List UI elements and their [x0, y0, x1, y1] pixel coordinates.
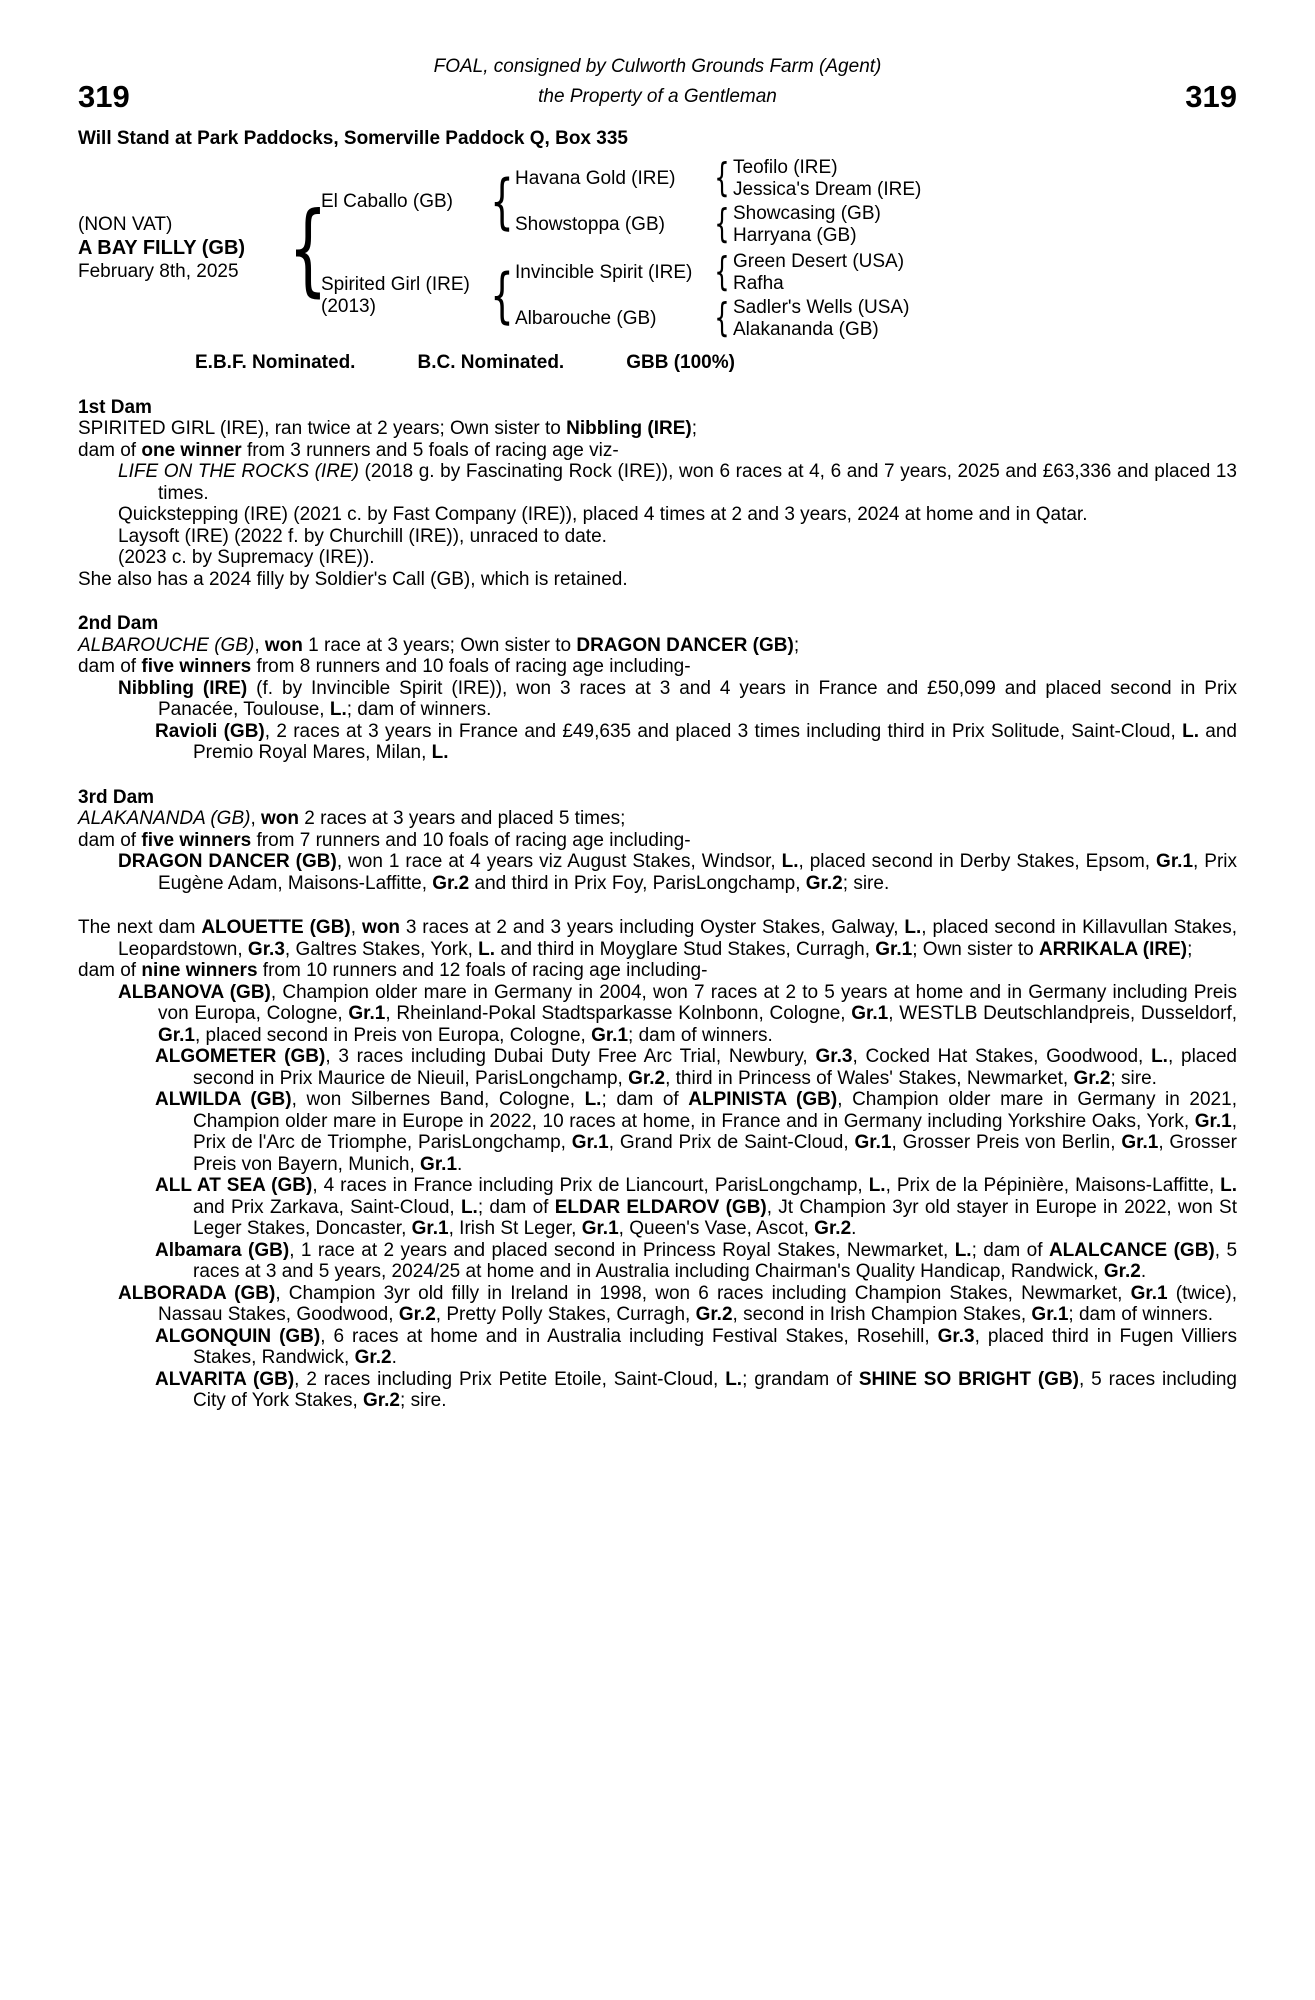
text-segment-b: L. — [1151, 1046, 1168, 1067]
catalogue-paragraph: ALGONQUIN (GB), 6 races at home and in Australia including Festival Stakes, Rosehill, Gr.3, placed third in Fugen Villiers Stakes, Randwick, Gr.2. — [155, 1325, 1237, 1368]
text-segment-b: Gr.1 — [591, 1024, 629, 1046]
text-segment-b: ELDAR ELDAROV (GB) — [554, 1196, 767, 1218]
text-segment-b: Gr.3 — [937, 1325, 975, 1347]
dam-branch — [321, 251, 1237, 340]
text-segment-b: Gr.1 — [581, 1218, 619, 1239]
text-segment-b: won — [361, 917, 400, 938]
section-heading: 2nd Dam — [78, 613, 159, 634]
dam-sire-name: Invincible Spirit (IRE) — [515, 261, 693, 283]
third-dam-section — [78, 787, 1237, 895]
bc-nominated-label: B.C. Nominated. — [417, 352, 565, 373]
sire-sire-branch — [515, 157, 1237, 200]
dam-dam-dam-name: Alakananda (GB) — [733, 318, 879, 340]
text-segment-b: ALALCANCE (GB) — [1048, 1239, 1215, 1261]
text-segment-b: Gr.2 — [1103, 1261, 1141, 1282]
text-segment-b: L. — [904, 917, 922, 938]
pedigree-brace-root: { — [288, 189, 328, 307]
text-segment-b: Gr.3 — [247, 938, 285, 960]
text-segment-b: ALWILDA (GB) — [155, 1089, 292, 1110]
text-segment-i: ALAKANANDA (GB) — [78, 808, 251, 829]
catalogue-paragraph: ALVARITA (GB), 2 races including Prix Petite Etoile, Saint-Cloud, L.; grandam of SHINE SO BRIGHT (GB), 5 races including City of York Stakes, Gr.2; sire. — [155, 1368, 1237, 1411]
catalogue-paragraph: ALWILDA (GB), won Silbernes Band, Cologne, L.; dam of ALPINISTA (GB), Champion older mare in Germany in 2021, Champion older mare in Europe in 2022, 10 races at home, in France and in Germany including Yorkshire Oaks, York, Gr.1, Prix de l'Arc de Triomphe, ParisLongchamp, Gr.1, Grand Prix de Saint-Cloud, Gr.1, Grosser Preis von Berlin, Gr.1, Grosser Preis von Bayern, Munich, Gr.1. — [155, 1089, 1238, 1175]
section-heading: 1st Dam — [78, 396, 152, 418]
text-segment-b: Gr.1 — [1156, 851, 1194, 872]
text-segment-b: L. — [781, 851, 799, 872]
text-segment-b: Albamara (GB) — [155, 1239, 290, 1261]
text-segment-b: Gr.1 — [851, 1003, 889, 1024]
text-segment-b: Gr.1 — [1031, 1304, 1069, 1325]
vat-status: (NON VAT) — [78, 214, 173, 236]
lot-row — [78, 80, 1237, 114]
catalogue-paragraph: ALBAROUCHE (GB), won 1 race at 3 years; Own sister to DRAGON DANCER (GB); — [78, 634, 800, 656]
further-family-section — [78, 917, 1237, 1412]
sire-dam-dam-name: Harryana (GB) — [733, 224, 857, 246]
text-segment-b: ARRIKALA (IRE) — [1038, 938, 1188, 960]
sire-sire-parents — [733, 157, 1237, 200]
sire-name: El Caballo (GB) — [321, 190, 453, 212]
sire-sire-dam-name: Jessica's Dream (IRE) — [733, 178, 922, 200]
dam-dam-parents — [733, 297, 1237, 340]
sire-dam-name: Showstoppa (GB) — [515, 213, 665, 235]
sire-sire-sire-name: Teofilo (IRE) — [733, 157, 838, 178]
dam-sire-parents — [733, 251, 1237, 294]
catalogue-paragraph: ALBORADA (GB), Champion 3yr old filly in Ireland in 1998, won 6 races including Champion Stakes, Newmarket, Gr.1 (twice), Nassau Stakes, Goodwood, Gr.2, Pretty Polly Stakes, Curragh, Gr.2, second in Irish Champion Stakes, Gr.1; dam of winners. — [118, 1282, 1237, 1325]
text-segment-b: five winners — [141, 829, 252, 851]
sire-dam-branch — [515, 203, 1237, 246]
nominations-row — [78, 352, 1237, 374]
text-segment-b: DRAGON DANCER (GB) — [576, 634, 794, 656]
sire-name-cell — [321, 191, 489, 213]
text-segment-b: won — [261, 808, 300, 829]
text-segment-b: Ravioli (GB) — [155, 720, 265, 742]
sire-sire-name: Havana Gold (IRE) — [515, 167, 676, 189]
text-segment-b: Gr.1 — [1194, 1110, 1232, 1132]
catalogue-paragraph: dam of one winner from 3 runners and 5 foals of racing age viz- — [78, 439, 619, 461]
consignor-line: FOAL, consigned by Culworth Grounds Farm (Agent) — [433, 56, 882, 77]
text-segment-b: won — [264, 634, 303, 656]
text-segment-b: Gr.2 — [354, 1347, 392, 1368]
lot-number-right: 319 — [1185, 78, 1237, 114]
catalogue-paragraph: LIFE ON THE ROCKS (IRE) (2018 g. by Fascinating Rock (IRE)), won 6 races at 4, 6 and 7 years, 2025 and £63,336 and placed 13 times. — [118, 461, 1237, 504]
text-segment-b: ALBORADA (GB) — [118, 1282, 276, 1304]
text-segment-b: Gr.1 — [1121, 1132, 1159, 1153]
text-segment-b: Gr.2 — [805, 872, 843, 894]
dam-sire-sire-name: Green Desert (USA) — [733, 251, 905, 272]
text-segment-b: ALVARITA (GB) — [155, 1368, 295, 1390]
pedigree-brace-dam-sire: { — [714, 250, 730, 295]
dam-sire-branch — [515, 251, 1237, 294]
text-segment-b: L. — [329, 699, 347, 720]
dam-name-cell — [321, 274, 489, 317]
text-segment-b: L. — [478, 938, 496, 960]
catalogue-paragraph: Quickstepping (IRE) (2021 c. by Fast Company (IRE)), placed 4 times at 2 and 3 years, 2024 at home and in Qatar. — [118, 504, 1088, 525]
text-segment-b: Gr.1 — [158, 1024, 195, 1046]
pedigree-brace-sire-sire: { — [714, 156, 730, 201]
dam-name: Spirited Girl (IRE) — [321, 274, 470, 295]
catalogue-paragraph: Albamara (GB), 1 race at 2 years and placed second in Princess Royal Stakes, Newmarket, L.; dam of ALALCANCE (GB), 5 races at 3 and 5 years, 2024/25 at home and in Australia including Chairman's Quality Handicap, Randwick, Gr.2. — [155, 1239, 1238, 1282]
first-dam-section — [78, 397, 1237, 591]
text-segment-b: Gr.1 — [571, 1132, 609, 1153]
text-segment-b: L. — [954, 1239, 972, 1261]
catalogue-paragraph: dam of nine winners from 10 runners and 12 foals of racing age including- — [78, 960, 708, 981]
text-segment-b: L. — [725, 1368, 743, 1390]
second-dam-section — [78, 613, 1237, 764]
catalogue-paragraph: The next dam ALOUETTE (GB), won 3 races at 2 and 3 years including Oyster Stakes, Galway, L., placed second in Killavullan Stakes, Leopardstown, Gr.3, Galtres Stakes, York, L. and third in Moyglare Stud Stakes, Curragh, Gr.1; Own sister to ARRIKALA (IRE); — [78, 917, 1237, 960]
text-segment-b: Gr.1 — [420, 1153, 458, 1175]
text-segment-b: five winners — [141, 656, 252, 677]
catalogue-paragraph: Nibbling (IRE) (f. by Invincible Spirit (IRE)), won 3 races at 3 and 4 years in France and £50,099 and placed second in Prix Panacée, Toulouse, L.; dam of winners. — [118, 677, 1237, 720]
sire-parents-column — [515, 157, 1237, 246]
catalogue-paragraph: ALBANOVA (GB), Champion older mare in Germany in 2004, won 7 races at 2 to 5 years at home and in Germany including Preis von Europa, Cologne, Gr.1, Rheinland-Pokal Stadtsparkasse Kolnbonn, Cologne, Gr.1, WESTLB Deutschlandpreis, Dusseldorf, Gr.1, placed second in Preis von Europa, Cologne, Gr.1; dam of winners. — [118, 981, 1238, 1046]
dam-dam-sire-name: Sadler's Wells (USA) — [733, 297, 910, 318]
text-segment-b: ALGOMETER (GB) — [155, 1046, 326, 1067]
stand-location-line: Will Stand at Park Paddocks, Somerville Paddock Q, Box 335 — [78, 127, 628, 149]
text-segment-b: Gr.1 — [348, 1003, 386, 1024]
text-segment-b: Gr.1 — [854, 1132, 892, 1153]
catalogue-paragraph: dam of five winners from 8 runners and 10 foals of racing age including- — [78, 656, 691, 677]
text-segment-i: LIFE ON THE ROCKS (IRE) — [118, 461, 359, 482]
text-segment-b: Gr.3 — [815, 1046, 853, 1067]
text-segment-b: L. — [460, 1196, 478, 1218]
pedigree-table — [78, 157, 1237, 340]
page-header — [78, 56, 1237, 149]
subject-name: A BAY FILLY (GB) — [78, 236, 246, 259]
catalogue-paragraph: Laysoft (IRE) (2022 f. by Churchill (IRE)), unraced to date. — [118, 525, 607, 547]
catalogue-paragraph: ALAKANANDA (GB), won 2 races at 3 years and placed 5 times; — [78, 808, 626, 829]
sire-dam-sire-name: Showcasing (GB) — [733, 203, 881, 224]
text-segment-i: ALBAROUCHE (GB) — [78, 634, 255, 656]
text-segment-b: Gr.1 — [1130, 1282, 1168, 1304]
text-segment-b: Gr.2 — [363, 1390, 401, 1411]
pedigree-brace-sire: { — [490, 166, 514, 237]
lot-number-left: 319 — [78, 78, 130, 114]
text-segment-b: ALBANOVA (GB) — [118, 981, 271, 1003]
text-segment-b: Nibbling (IRE) — [118, 677, 248, 699]
text-segment-b: ALOUETTE (GB) — [201, 917, 351, 938]
text-segment-b: Gr.2 — [814, 1218, 852, 1239]
text-segment-b: L. — [1182, 720, 1199, 742]
text-segment-b: Nibbling (IRE) — [566, 418, 692, 439]
text-segment-b: DRAGON DANCER (GB) — [118, 851, 337, 872]
catalogue-paragraph: Ravioli (GB), 2 races at 3 years in France and £49,635 and placed 3 times including third in Prix Solitude, Saint-Cloud, L. and Premio Royal Mares, Milan, L. — [155, 720, 1237, 763]
text-segment-b: Gr.2 — [695, 1304, 733, 1325]
catalogue-paragraph: dam of five winners from 7 runners and 10 foals of racing age including- — [78, 829, 691, 851]
ebf-nominated-label: E.B.F. Nominated. — [195, 352, 356, 373]
text-segment-b: ALL AT SEA (GB) — [155, 1175, 313, 1196]
text-segment-b: nine winners — [141, 960, 258, 981]
text-segment-b: Gr.2 — [398, 1304, 436, 1325]
text-segment-b: Gr.2 — [1073, 1067, 1111, 1089]
text-segment-b: Gr.1 — [875, 938, 913, 960]
catalogue-paragraph: DRAGON DANCER (GB), won 1 race at 4 years viz August Stakes, Windsor, L., placed second in Derby Stakes, Epsom, Gr.1, Prix Eugène Adam, Maisons-Laffitte, Gr.2 and third in Prix Foy, ParisLongchamp, Gr.2; sire. — [118, 851, 1237, 894]
property-line: the Property of a Gentleman — [538, 85, 777, 107]
catalogue-paragraph: ALGOMETER (GB), 3 races including Dubai Duty Free Arc Trial, Newbury, Gr.3, Cocked Hat Stakes, Goodwood, L., placed second in Prix Maurice de Nieuil, ParisLongchamp, Gr.2, third in Princess of Wales' Stakes, Newmarket, Gr.2; sire. — [155, 1046, 1237, 1089]
text-segment-b: L. — [431, 742, 449, 763]
subject-block — [78, 214, 295, 283]
catalogue-paragraph: (2023 c. by Supremacy (IRE)). — [118, 547, 375, 568]
text-segment-b: ALPINISTA (GB) — [688, 1089, 838, 1110]
dam-dam-branch — [515, 297, 1237, 340]
dam-dam-name: Albarouche (GB) — [515, 307, 657, 329]
text-segment-b: one winner — [141, 439, 242, 461]
catalogue-paragraph: She also has a 2024 filly by Soldier's Call (GB), which is retained. — [78, 568, 628, 590]
text-segment-b: L. — [1220, 1175, 1238, 1196]
text-segment-b: Gr.2 — [628, 1067, 666, 1089]
pedigree-text-sections — [78, 397, 1237, 1412]
pedigree-brace-dam: { — [490, 260, 514, 331]
section-heading: 3rd Dam — [78, 786, 155, 808]
catalogue-paragraph: ALL AT SEA (GB), 4 races in France including Prix de Liancourt, ParisLongchamp, L., Prix de la Pépinière, Maisons-Laffitte, L. and Prix Zarkava, Saint-Cloud, L.; dam of ELDAR ELDAROV (GB), Jt Champion 3yr old stayer in Europe in 2022, won St Leger Stakes, Doncaster, Gr.1, Irish St Leger, Gr.1, Queen's Vase, Ascot, Gr.2. — [155, 1175, 1238, 1239]
text-segment-b: L. — [584, 1089, 602, 1110]
dam-year: (2013) — [321, 295, 376, 317]
generation-1-column — [321, 157, 1237, 340]
dam-parents-column — [515, 251, 1237, 340]
pedigree-brace-sire-dam: { — [714, 202, 730, 247]
text-segment-b: L. — [868, 1175, 886, 1196]
sire-dam-parents — [733, 203, 1237, 246]
pedigree-brace-dam-dam: { — [714, 296, 730, 341]
text-segment-b: Gr.2 — [432, 872, 470, 894]
dam-sire-dam-name: Rafha — [733, 272, 784, 294]
sire-branch — [321, 157, 1237, 246]
foal-date: February 8th, 2025 — [78, 261, 239, 283]
gbb-status-label: GBB (100%) — [626, 352, 735, 373]
text-segment-b: ALGONQUIN (GB) — [155, 1325, 321, 1347]
catalogue-paragraph: SPIRITED GIRL (IRE), ran twice at 2 years; Own sister to Nibbling (IRE); — [78, 418, 698, 439]
text-segment-b: Gr.1 — [411, 1218, 449, 1239]
text-segment-b: SHINE SO BRIGHT (GB) — [858, 1368, 1080, 1390]
